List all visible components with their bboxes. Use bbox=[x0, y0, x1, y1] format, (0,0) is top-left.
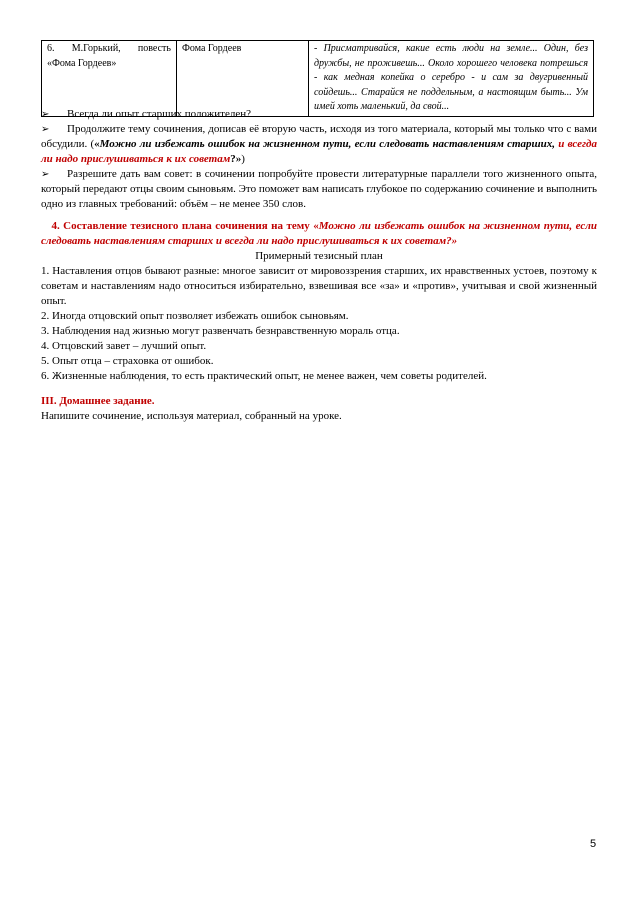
plan-item: 6. Жизненные наблюдения, то есть практический опыт, не менее важен, чем советы родителей. bbox=[41, 370, 487, 382]
plan-item: 1. Наставления отцов бывают разные: многое зависит от мировоззрения старших, их нравственных устоев, поэтому к советам и наставлениям надо относиться избирательно, взвешивая все «за» и «против», учитывая и свой жизненный опыт. bbox=[41, 265, 597, 307]
topic-part-2: и всегда ли надо прислушиваться к их советам bbox=[41, 138, 597, 165]
bullet-2: ➢ Продолжите тему сочинения, дописав её вторую часть, исходя из того материала, который мы только что с вами обсудили. («Можно ли избежать ошибок на жизненном пути, если следовать наставлениям старших, и всегда ли надо прислушиваться к их советам?») bbox=[41, 123, 597, 165]
bullet-1: ➢ Всегда ли опыт старших положителен? bbox=[41, 108, 251, 120]
arrow-bullet-icon: ➢ bbox=[41, 124, 50, 135]
cell-number-author: 6. М.Горький, повесть «Фома Гордеев» bbox=[42, 41, 177, 117]
page-number: 5 bbox=[590, 838, 597, 850]
table-row bbox=[42, 41, 594, 117]
body-text bbox=[41, 107, 597, 424]
homework-heading: III. Домашнее задание. bbox=[41, 395, 155, 407]
topic-part-1: Можно ли избежать ошибок на жизненном пути, если следовать наставлениям старших, bbox=[99, 138, 556, 150]
bullet-3: ➢ Разрешите дать вам совет: в сочинении попробуйте провести литературные параллели того жизненного опыта, который передают отцы своим сыновьям. Это поможет вам написать глубокое по содержанию сочинение и выполнить одно из главных требований: объём – не менее 350 слов. bbox=[41, 168, 597, 210]
plan-title: Примерный тезисный план bbox=[255, 250, 383, 262]
cell-hero: Фома Гордеев bbox=[177, 41, 309, 117]
arrow-bullet-icon: ➢ bbox=[41, 109, 50, 120]
cell-quote: - Присматривайся, какие есть люди на земле... Один, без дружбы, не проживешь... Около хорошего человека потрешься - как медная копейка о серебро - и сам за двугривенный сойдешь... Старайся не поддельным, а настоящим быть... Ум имей хоть маленький, да свой... bbox=[309, 41, 594, 117]
literature-table bbox=[41, 40, 594, 117]
plan-item: 2. Иногда отцовский опыт позволяет избежать ошибок сыновьям. bbox=[41, 310, 349, 322]
arrow-bullet-icon: ➢ bbox=[41, 169, 50, 180]
section-4-heading: 4. Составление тезисного плана сочинения на тему «Можно ли избежать ошибок на жизненном пути, если следовать наставлениям старших и всегда ли надо прислушиваться к их советам?» bbox=[41, 220, 597, 247]
plan-item: 4. Отцовский завет – лучший опыт. bbox=[41, 340, 207, 352]
plan-item: 3. Наблюдения над жизнью могут развенчать безнравственную мораль отца. bbox=[41, 325, 400, 337]
homework-text: Напишите сочинение, используя материал, собранный на уроке. bbox=[41, 410, 342, 422]
plan-item: 5. Опыт отца – страховка от ошибок. bbox=[41, 355, 214, 367]
